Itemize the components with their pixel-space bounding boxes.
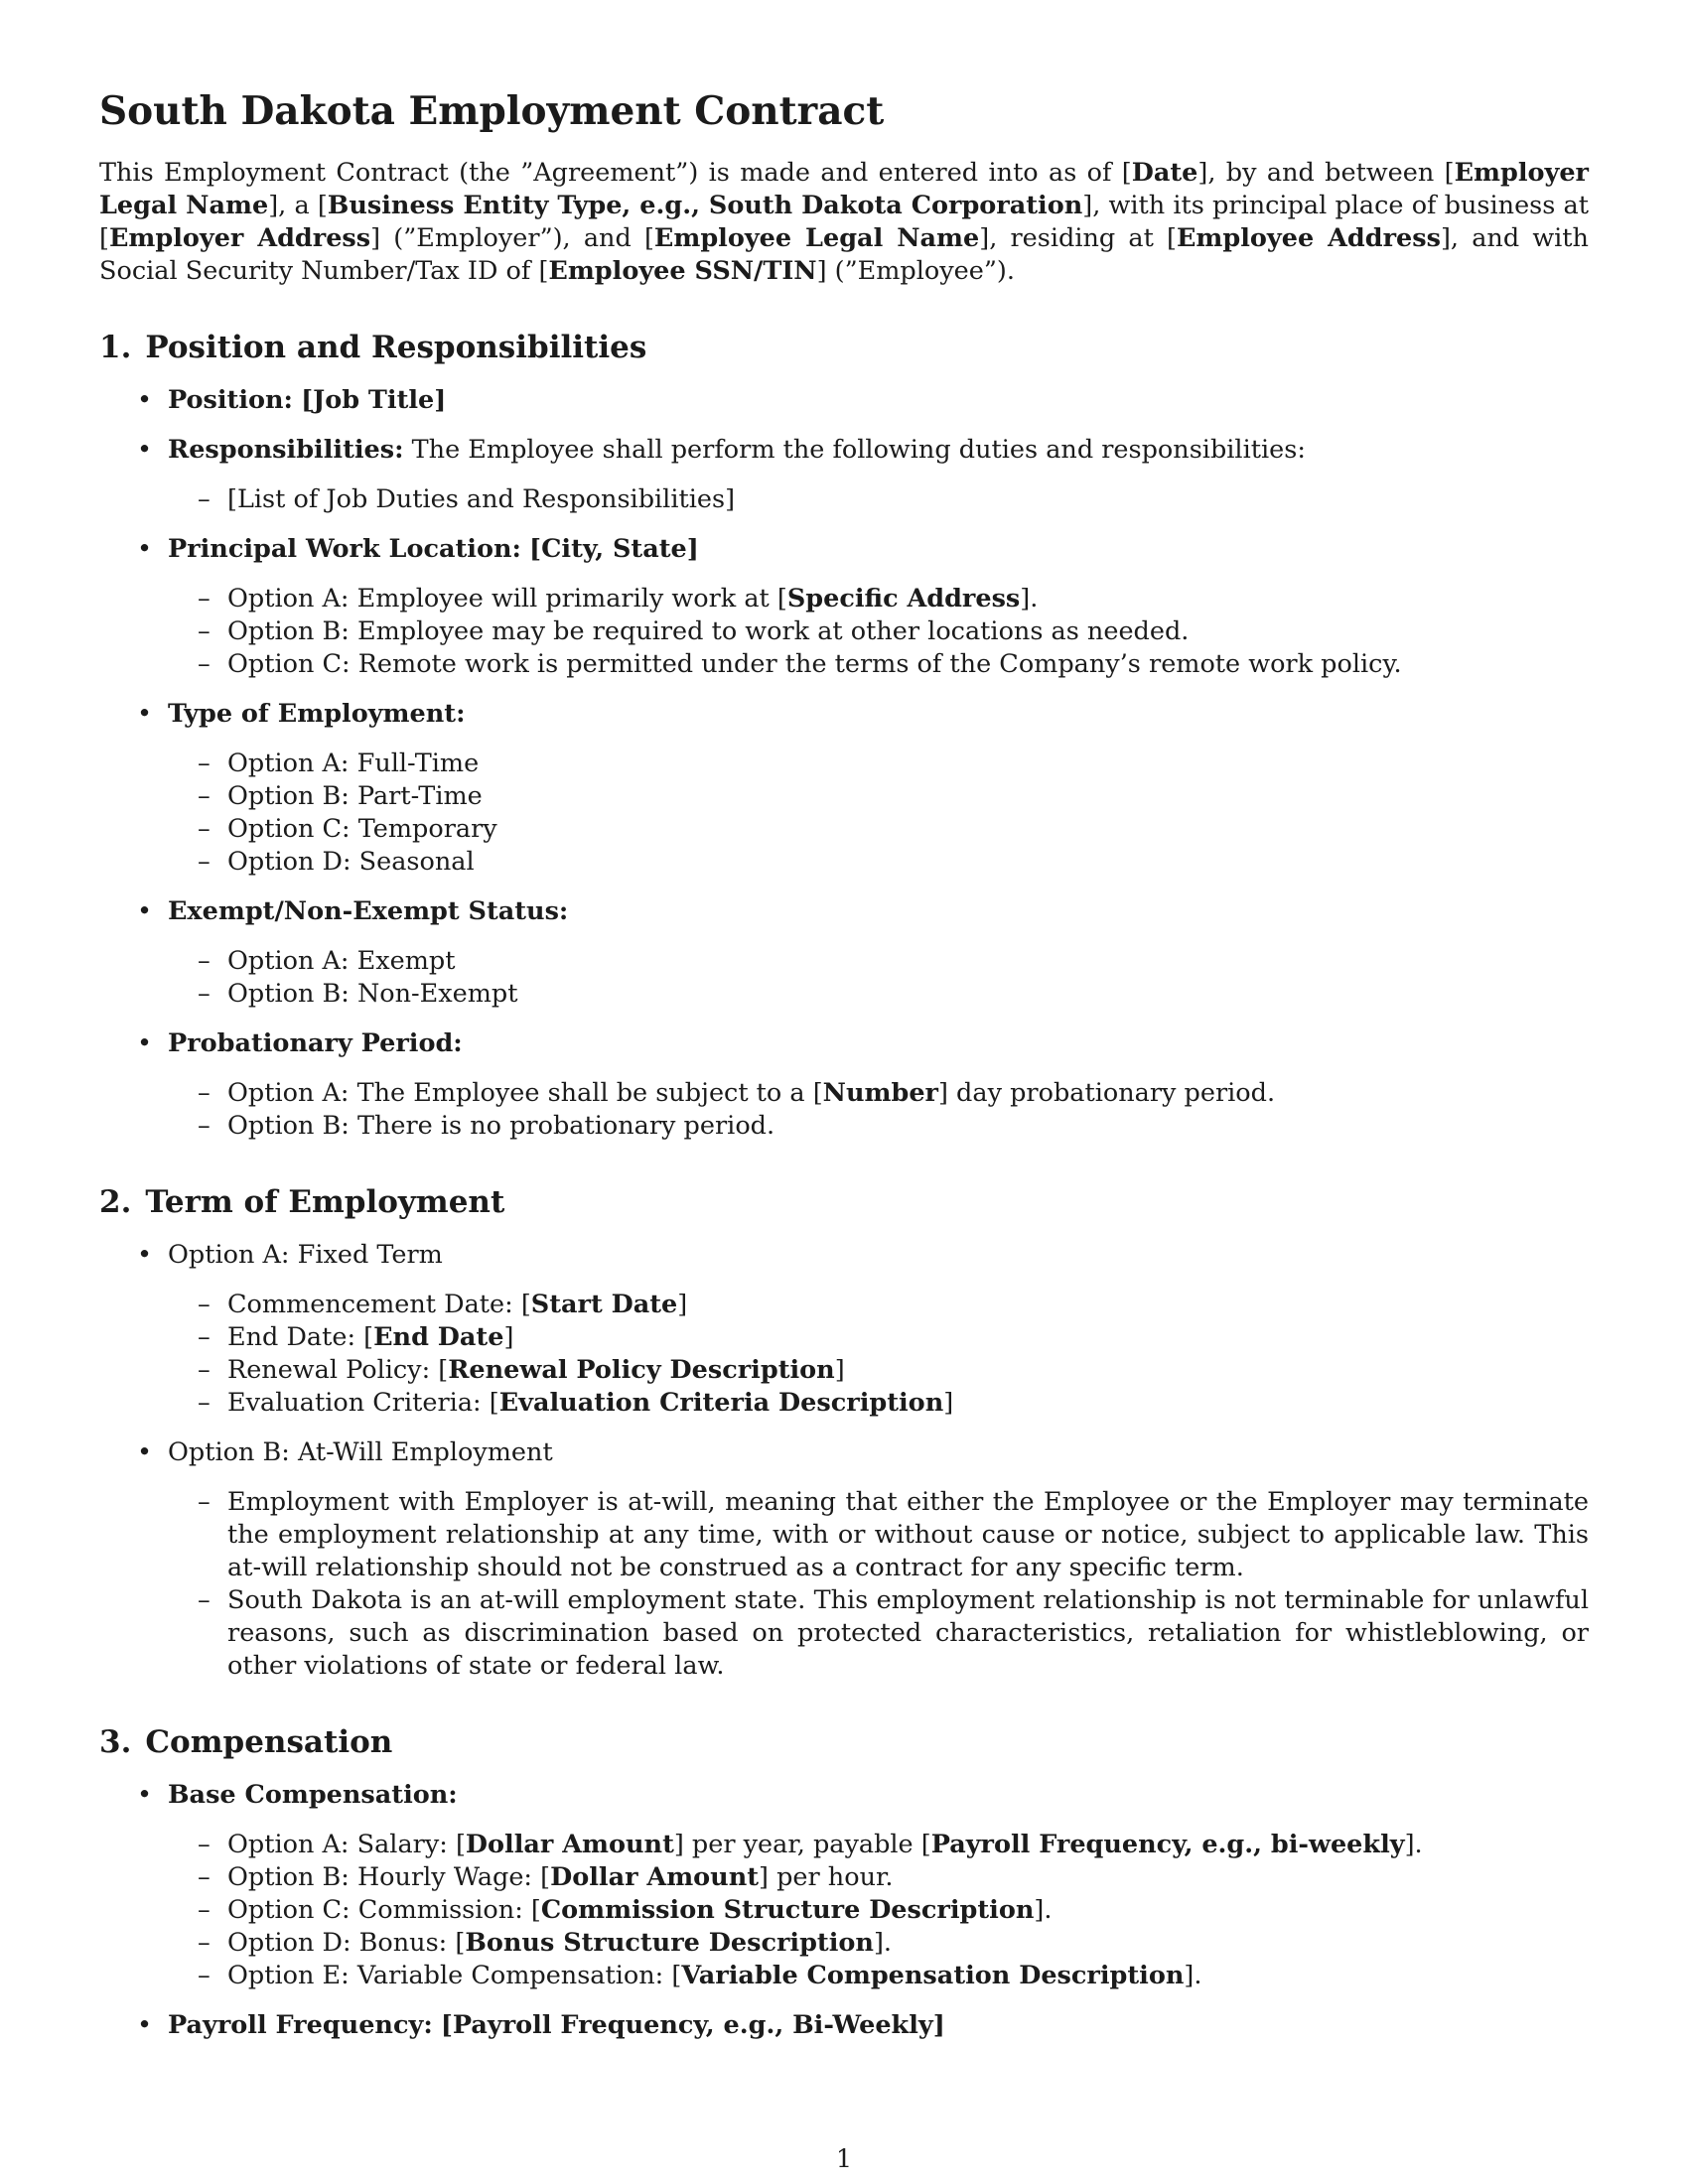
section-title: Position and Responsibilities <box>145 330 647 365</box>
intro-text: ], residing at [ <box>979 223 1177 253</box>
section-heading-term <box>99 1182 1589 1222</box>
sub-item-text: ] <box>677 1290 688 1319</box>
sub-item-text: ] <box>503 1322 514 1352</box>
placeholder-date: Date <box>1131 158 1198 188</box>
placeholder-specific-address: Specific Address <box>786 584 1021 614</box>
placeholder-evaluation-criteria: Evaluation Criteria Description <box>498 1388 944 1418</box>
intro-text: ], a [ <box>268 191 328 220</box>
sub-item: – South Dakota is an at-will employment state. This employment relationship is not terminable for unlawful reasons, such as discrimination based on protected characteristics, retaliation for whistleblowing, or other violations of state or federal law. <box>168 1584 1589 1683</box>
sub-item <box>168 1894 1589 1927</box>
sub-item: – Option B: There is no probationary period. <box>168 1110 1589 1143</box>
sub-item-text: Option C: Commission: [ <box>227 1895 541 1925</box>
item-label: Position: <box>168 385 293 415</box>
sub-item-text: Option A: Salary: [ <box>227 1830 466 1859</box>
placeholder-entity-type: Business Entity Type, e.g., South Dakota Corporation <box>327 191 1083 220</box>
item-text: Option A: Fixed Term <box>168 1240 443 1270</box>
sub-item-text: Option E: Variable Compensation: [ <box>227 1961 682 1990</box>
sub-item-text: ]. <box>873 1928 893 1958</box>
sub-item-text: Option B: Hourly Wage: [ <box>227 1862 551 1892</box>
sub-item-text: ]. <box>1184 1961 1202 1990</box>
list-item-work-location <box>99 533 1589 681</box>
sub-item: – Employment with Employer is at-will, meaning that either the Employee or the Employer may terminate the employment relationship at any time, with or without cause or notice, subject to applicable law. This at-will relationship should not be construed as a contract for any specific term. <box>168 1486 1589 1584</box>
placeholder-dollar-amount: Dollar Amount <box>465 1830 674 1859</box>
section-number: 1. <box>99 330 132 365</box>
sub-item-text: ] per year, payable [ <box>673 1830 931 1859</box>
placeholder-bonus-structure: Bonus Structure Description <box>465 1928 874 1958</box>
sub-list <box>168 483 1589 516</box>
placeholder-number: Number <box>822 1078 938 1108</box>
sub-list <box>168 945 1589 1011</box>
sub-list <box>168 748 1589 879</box>
page-number: 1 <box>835 2144 853 2174</box>
sub-item-text: Option D: Bonus: [ <box>227 1928 466 1958</box>
sub-item-text: ]. <box>1020 584 1039 614</box>
sub-item: – Option B: Non-Exempt <box>168 978 1589 1011</box>
item-label: Principal Work Location: <box>168 534 521 564</box>
sub-item-text: ]. <box>1034 1895 1053 1925</box>
sub-list <box>168 1077 1589 1143</box>
list-item-position <box>99 384 1589 417</box>
item-label: Type of Employment: <box>168 699 466 729</box>
sub-item-text: ] per hour. <box>759 1862 894 1892</box>
item-label: Base Compensation: <box>168 1780 458 1810</box>
sub-item-text: Evaluation Criteria: [ <box>227 1388 499 1418</box>
list-item-at-will <box>99 1436 1589 1683</box>
section-title: Term of Employment <box>145 1184 505 1220</box>
item-value: [Job Title] <box>301 385 447 415</box>
intro-text: ] (”Employee”). <box>816 256 1015 286</box>
sub-list <box>168 1486 1589 1683</box>
item-label: Exempt/Non-Exempt Status: <box>168 896 569 926</box>
sub-item <box>168 583 1589 615</box>
sub-item-text: Renewal Policy: [ <box>227 1355 449 1385</box>
sub-item: – [List of Job Duties and Responsibilities] <box>168 483 1589 516</box>
section-title: Compensation <box>145 1724 393 1760</box>
item-label: Probationary Period: <box>168 1028 463 1058</box>
sub-item <box>168 1960 1589 1992</box>
placeholder-employee-address: Employee Address <box>1176 223 1441 253</box>
item-text: Option B: At-Will Employment <box>168 1437 553 1467</box>
list-item-base-compensation <box>99 1779 1589 1992</box>
item-label: Responsibilities: <box>168 435 404 465</box>
sub-item-text: ] day probationary period. <box>937 1078 1276 1108</box>
intro-text: ], with its principal place of business at [ <box>99 191 1589 253</box>
item-label: Payroll Frequency: <box>168 2010 433 2040</box>
sub-item <box>168 1861 1589 1894</box>
sub-item-text: ]. <box>1404 1830 1423 1859</box>
placeholder-payroll-frequency: Payroll Frequency, e.g., bi-weekly <box>930 1830 1405 1859</box>
sub-item <box>168 1077 1589 1110</box>
sub-item: – Option B: Part-Time <box>168 780 1589 813</box>
item-text: The Employee shall perform the following duties and responsibilities: <box>411 435 1306 465</box>
sub-list <box>168 583 1589 681</box>
sub-item: – Option D: Seasonal <box>168 846 1589 879</box>
list-item-probation <box>99 1027 1589 1143</box>
sub-item <box>168 1387 1589 1420</box>
list-item-exempt-status <box>99 895 1589 1011</box>
compensation-list <box>99 1779 1589 2042</box>
placeholder-employee-ssn: Employee SSN/TIN <box>548 256 817 286</box>
section-heading-compensation <box>99 1722 1589 1762</box>
list-item-fixed-term <box>99 1239 1589 1420</box>
sub-item <box>168 1927 1589 1960</box>
sub-list <box>168 1289 1589 1420</box>
list-item-responsibilities <box>99 434 1589 516</box>
document-title: South Dakota Employment Contract <box>99 88 885 134</box>
placeholder-dollar-amount: Dollar Amount <box>550 1862 760 1892</box>
placeholder-commission-structure: Commission Structure Description <box>540 1895 1035 1925</box>
document-page <box>99 87 1589 2042</box>
intro-text: ] (”Employer”), and [ <box>370 223 654 253</box>
sub-item-text: ] <box>834 1355 845 1385</box>
placeholder-end-date: End Date <box>373 1322 504 1352</box>
placeholder-renewal-policy: Renewal Policy Description <box>448 1355 835 1385</box>
sub-item: – Option A: Exempt <box>168 945 1589 978</box>
section-number: 2. <box>99 1184 132 1220</box>
sub-item: – Option C: Temporary <box>168 813 1589 846</box>
placeholder-start-date: Start Date <box>530 1290 678 1319</box>
intro-text: ], by and between [ <box>1197 158 1455 188</box>
section-number: 3. <box>99 1724 132 1760</box>
intro-text: ], and with Social Security Number/Tax ID of [ <box>99 223 1589 286</box>
sub-item: – Option A: Full-Time <box>168 748 1589 780</box>
sub-item-text: Option A: The Employee shall be subject to a [ <box>227 1078 823 1108</box>
sub-item: – Option C: Remote work is permitted under the terms of the Company’s remote work policy. <box>168 648 1589 681</box>
item-value: [City, State] <box>529 534 699 564</box>
sub-item <box>168 1321 1589 1354</box>
position-list <box>99 384 1589 1143</box>
item-value: [Payroll Frequency, e.g., Bi-Weekly] <box>440 2010 945 2040</box>
sub-item <box>168 1354 1589 1387</box>
term-list <box>99 1239 1589 1683</box>
intro-text: This Employment Contract (the ”Agreement”) is made and entered into as of [ <box>99 158 1132 188</box>
sub-list <box>168 1829 1589 1992</box>
placeholder-employee-name: Employee Legal Name <box>653 223 980 253</box>
sub-item-text: ] <box>943 1388 954 1418</box>
sub-item <box>168 1289 1589 1321</box>
intro-paragraph <box>99 157 1589 288</box>
sub-item: – Option B: Employee may be required to work at other locations as needed. <box>168 615 1589 648</box>
list-item-employment-type <box>99 698 1589 879</box>
section-heading-position <box>99 328 1589 367</box>
placeholder-employer-address: Employer Address <box>108 223 371 253</box>
sub-item <box>168 1829 1589 1861</box>
sub-item-text: Commencement Date: [ <box>227 1290 531 1319</box>
placeholder-variable-compensation: Variable Compensation Description <box>681 1961 1185 1990</box>
placeholder-employer-name: Employer Legal Name <box>99 158 1589 220</box>
list-item-payroll-frequency <box>99 2009 1589 2042</box>
sub-item-text: Option A: Employee will primarily work at [ <box>227 584 787 614</box>
sub-item-text: End Date: [ <box>227 1322 374 1352</box>
